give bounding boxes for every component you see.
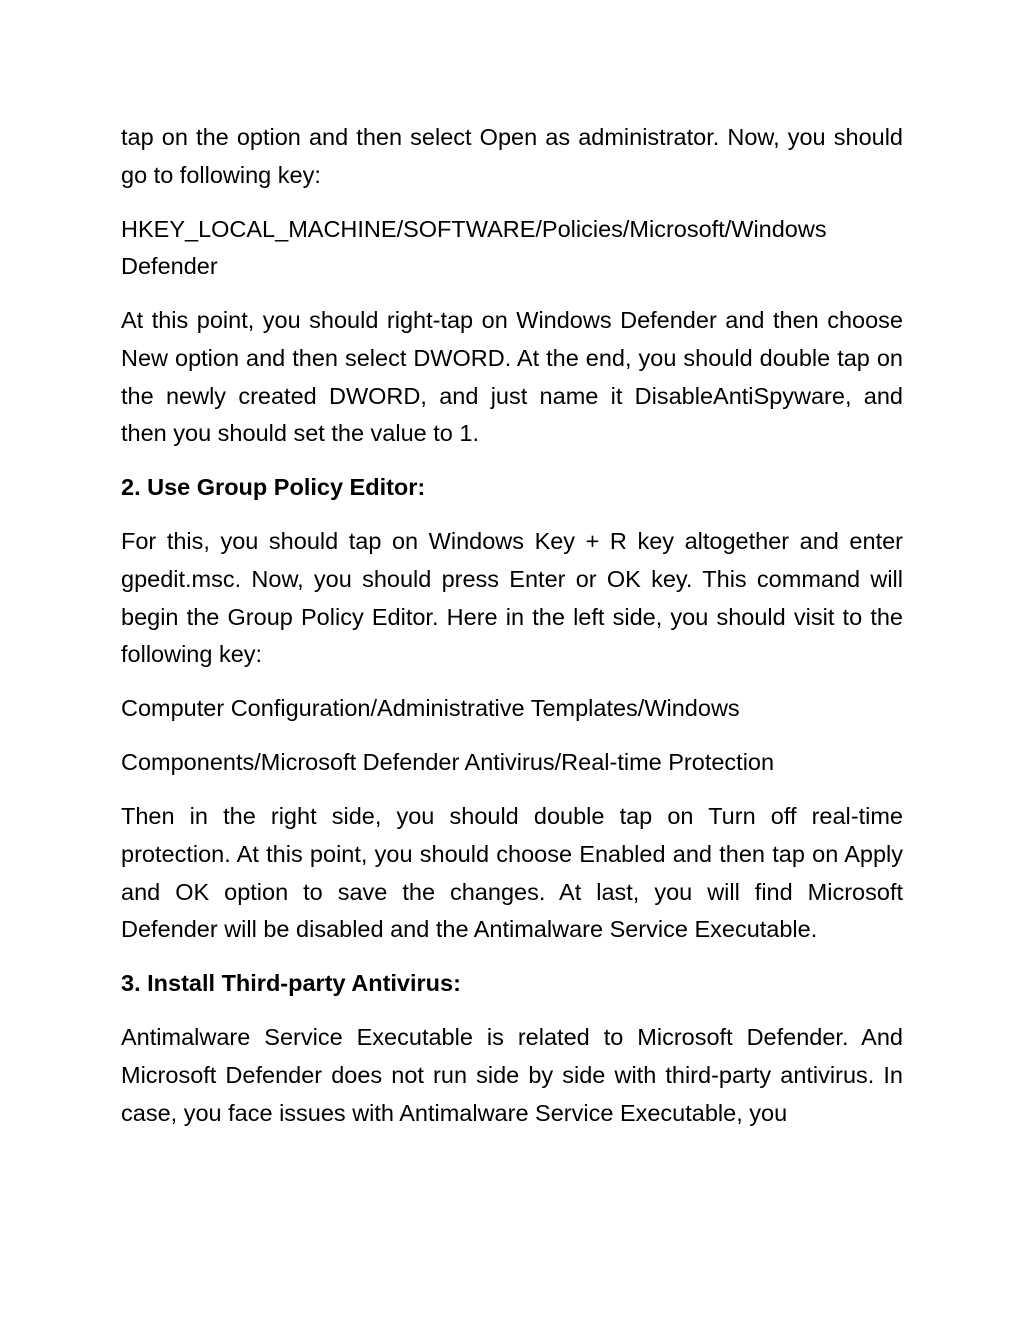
registry-key-path: HKEY_LOCAL_MACHINE/SOFTWARE/Policies/Microsoft/Windows Defender: [121, 215, 827, 280]
heading-group-policy-editor: 2. Use Group Policy Editor:: [121, 474, 426, 501]
heading-third-party-antivirus: 3. Install Third-party Antivirus:: [121, 970, 461, 997]
paragraph-gpedit-instructions: For this, you should tap on Windows Key + R key altogether and enter gpedit.msc. Now, you should press Enter or OK key. This command will begin the Group Policy Editor. Here in the left side, you should visit to the following key:: [121, 528, 903, 668]
document-page: [121, 119, 903, 1149]
paragraph-dword-instructions: At this point, you should right-tap on Windows Defender and then choose New option and then select DWORD. At the end, you should double tap on the newly created DWORD, and just name it DisableAntiSpyware, and then you should set the value to 1.: [121, 307, 903, 447]
paragraph-open-as-administrator: tap on the option and then select Open as administrator. Now, you should go to following key:: [121, 124, 903, 188]
policy-path-line-2: Components/Microsoft Defender Antivirus/Real-time Protection: [121, 749, 775, 776]
paragraph-real-time-protection: Then in the right side, you should double tap on Turn off real-time protection. At this point, you should choose Enabled and then tap on Apply and OK option to save the changes. At last, you will find Microsoft Defender will be disabled and the Antimalware Service Executable.: [121, 803, 903, 943]
policy-path-line-1: Computer Configuration/Administrative Templates/Windows: [121, 695, 740, 722]
paragraph-third-party-antivirus: Antimalware Service Executable is related to Microsoft Defender. And Microsoft Defender does not run side by side with third-party antivirus. In case, you face issues with Antimalware Service Executable, you: [121, 1024, 903, 1126]
